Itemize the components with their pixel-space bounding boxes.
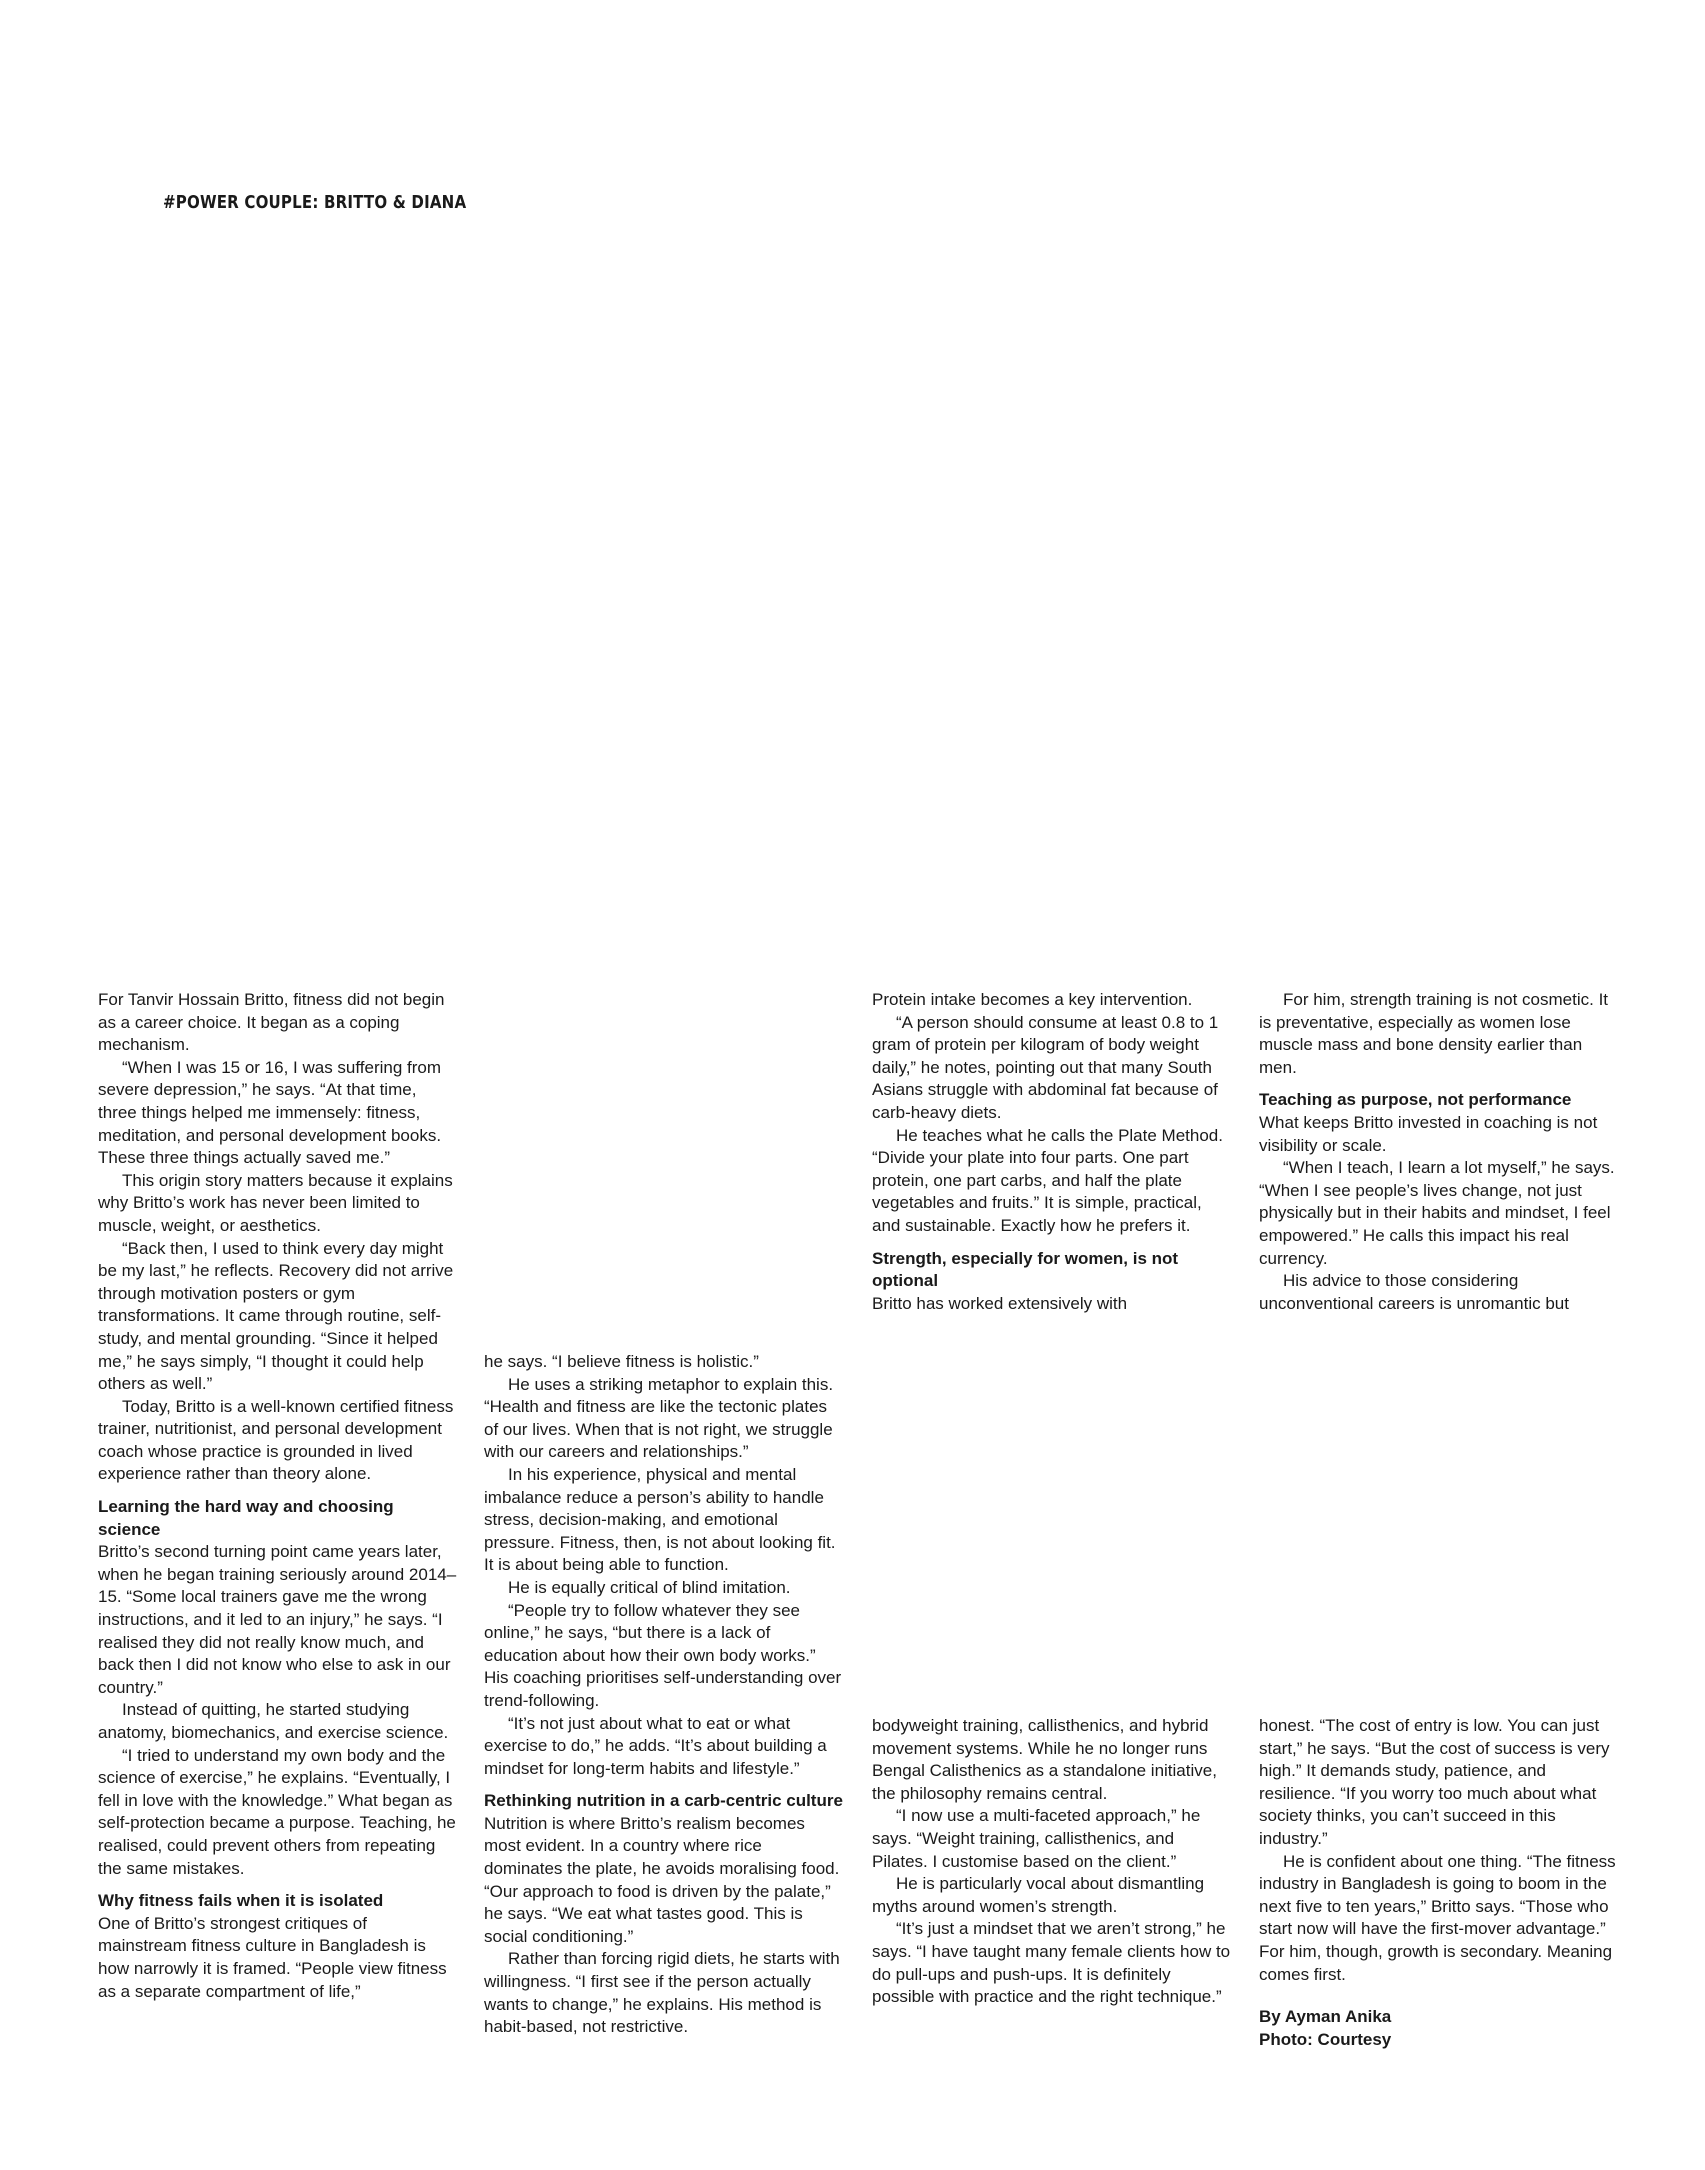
paragraph: He teaches what he calls the Plate Method. “Divide your plate into four parts. One part protein, one part carbs, and half the plate vegetables and fruits.” It is simple, practical, and sustainable. Exactly how he prefers it. (872, 1125, 1223, 1235)
paragraph: “Back then, I used to think every day might be my last,” he reflects. Recovery did not arrive through motivation posters or gym transformations. It came through routine, self-study, and mental grounding. “Since it helped me,” he says simply, “I thought it could help others as well.” (98, 1238, 454, 1394)
paragraph: Protein intake becomes a key intervention. (872, 990, 1193, 1009)
paragraph: Today, Britto is a well-known certified fitness trainer, nutritionist, and personal development coach whose practice is grounded in lived experience rather than theory alone. (98, 1396, 454, 1484)
paragraph: “A person should consume at least 0.8 to 1 gram of protein per kilogram of body weight daily,” he notes, pointing out that many South Asians struggle with abdominal fat because of carb-heavy diets. (872, 1012, 1219, 1122)
section-kicker: #POWER COUPLE: BRITTO & DIANA (163, 193, 467, 213)
paragraph: Britto has worked extensively with (872, 1293, 1128, 1313)
paragraph: For him, strength training is not cosmetic. It is preventative, especially as women lose muscle mass and bone density earlier than men. (1259, 990, 1609, 1077)
article-column-2 (484, 1351, 844, 2039)
subheading: Why fitness fails when it is isolated (98, 1891, 384, 1911)
paragraph: He is particularly vocal about dismantling myths around women’s strength. (872, 1874, 1205, 1916)
paragraph: “It’s just a mindset that we aren’t strong,” he says. “I have taught many female clients how to do pull-ups and push-ups. It is definitely possible with practice and the right technique.” (872, 1919, 1231, 2007)
byline (1259, 2006, 1619, 2051)
paragraph: Nutrition is where Britto’s realism becomes most evident. In a country where rice dominates the plate, he avoids moralising food. “Our approach to food is driven by the palate,” he says. “We eat what tastes good. This is social conditioning.” (484, 1813, 840, 1946)
paragraph: What keeps Britto invested in coaching is not visibility or scale. (1259, 1112, 1598, 1155)
paragraph: honest. “The cost of entry is low. You can just start,” he says. “But the cost of success is very high.” It demands study, patience, and resilience. “If you worry too much about what society thinks, you can’t succeed in this industry.” (1259, 1716, 1610, 1848)
author-credit: By Ayman Anika (1259, 2007, 1392, 2027)
subheading: Strength, especially for women, is not optional (872, 1248, 1179, 1291)
paragraph: “It’s not just about what to eat or what exercise to do,” he adds. “It’s about building a mindset for long-term habits and lifestyle.” (484, 1713, 827, 1778)
paragraph: One of Britto’s strongest critiques of mainstream fitness culture in Bangladesh is how narrowly it is framed. “People view fitness as a separate compartment of life,” (98, 1913, 447, 2001)
article-column-4-top (1259, 989, 1619, 1315)
paragraph: His advice to those considering unconventional careers is unromantic but (1259, 1271, 1569, 1313)
paragraph: “I now use a multi-faceted approach,” he says. “Weight training, callisthenics, and Pilates. I customise based on the client.” (872, 1806, 1201, 1871)
paragraph: He is equally critical of blind imitation. (508, 1577, 791, 1597)
subheading: Learning the hard way and choosing science (98, 1497, 394, 1539)
article-column-1 (98, 989, 458, 2003)
article-column-3-top (872, 989, 1232, 1315)
paragraph: This origin story matters because it explains why Britto’s work has never been limited to muscle, weight, or aesthetics. (98, 1170, 453, 1235)
paragraph: “People try to follow whatever they see online,” he says, “but there is a lack of education about how their own body works.” His coaching prioritises self-understanding over trend-following. (484, 1600, 842, 1710)
article-column-4-bottom (1259, 1715, 1619, 2051)
paragraph: He is confident about one thing. “The fitness industry in Bangladesh is going to boom in the next five to ten years,” Britto says. “Those who start now will have the first-mover advantage.” For him, though, growth is secondary. Meaning comes first. (1259, 1851, 1616, 1984)
paragraph: “I tried to understand my own body and the science of exercise,” he explains. “Eventually, I fell in love with the knowledge.” What began as self-protection became a purpose. Teaching, he realised, could prevent others from repeating the same mistakes. (98, 1745, 456, 1878)
paragraph: “When I was 15 or 16, I was suffering from severe depression,” he says. “At that time, three things helped me immensely: fitness, meditation, and personal development books. These three things actually saved me.” (98, 1057, 442, 1168)
paragraph: Instead of quitting, he started studying anatomy, biomechanics, and exercise science. (98, 1700, 449, 1742)
paragraph: Britto’s second turning point came years later, when he began training seriously around 2014–15. “Some local trainers gave me the wrong instructions, and it led to an injury,” he says. “I realised they did not really know much, and back then I did not know who else to ask in our country.” (98, 1542, 457, 1697)
paragraph: In his experience, physical and mental imbalance reduce a person’s ability to handle stress, decision-making, and emotional pressure. Fitness, then, is not about looking fit. It is about being able to function. (484, 1464, 836, 1575)
subheading: Rethinking nutrition in a carb-centric culture (484, 1791, 843, 1811)
paragraph: “When I teach, I learn a lot myself,” he says. “When I see people’s lives change, not just physically but in their habits and mindset, I feel empowered.” He calls this impact his real currency. (1259, 1158, 1615, 1268)
paragraph: he says. “I believe fitness is holistic.” (484, 1352, 759, 1371)
paragraph: He uses a striking metaphor to explain this. “Health and fitness are like the tectonic plates of our lives. When that is not right, we struggle with our careers and relationships.” (484, 1374, 834, 1462)
paragraph: bodyweight training, callisthenics, and hybrid movement systems. While he no longer runs Bengal Calisthenics as a standalone initiative, the philosophy remains central. (872, 1716, 1217, 1803)
photo-credit: Photo: Courtesy (1259, 2029, 1392, 2049)
paragraph: For Tanvir Hossain Britto, fitness did not begin as a career choice. It began as a coping mechanism. (98, 990, 445, 1055)
paragraph: Rather than forcing rigid diets, he starts with willingness. “I first see if the person actually wants to change,” he explains. His method is habit-based, not restrictive. (484, 1949, 840, 2037)
article-column-3-bottom (872, 1715, 1232, 2009)
subheading: Teaching as purpose, not performance (1259, 1090, 1572, 1110)
